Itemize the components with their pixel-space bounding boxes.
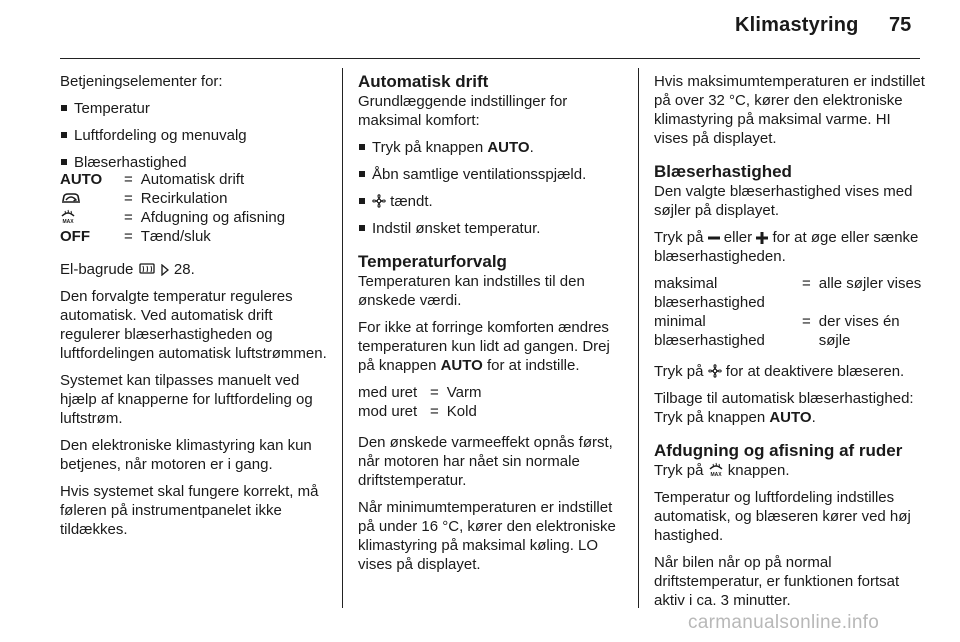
legend-row (60, 170, 285, 189)
cross-reference (60, 260, 332, 279)
equals: = (430, 384, 439, 401)
minus-icon (708, 232, 720, 244)
page-number: 75 (889, 14, 912, 36)
off-key: OFF (60, 228, 90, 245)
defrost-max-icon (60, 208, 116, 227)
temp-table (358, 383, 482, 421)
paragraph: Når minimumtemperaturen er indstillet på under 16 °C, kører den elektroniske klimastyring på maksimal køling. LO vises på displayet. (358, 499, 616, 573)
control-list (60, 99, 332, 172)
table-value: Varm (446, 384, 482, 401)
plus-icon (756, 232, 768, 244)
rear-defrost-icon (138, 262, 156, 276)
text: for at indstille. (482, 357, 580, 374)
legend-desc: Automatisk drift (140, 171, 245, 188)
equals: = (430, 403, 439, 420)
table-row (654, 274, 926, 312)
ref-label: El-bagrude (60, 261, 134, 278)
paragraph (358, 318, 626, 375)
paragraph: Hvis maksimumtemperaturen er indstillet på over 32 °C, kører den elektroniske klimastyring på maksimal varme. HI vises på displayet. (654, 73, 925, 147)
legend-desc: Tænd/sluk (140, 228, 211, 245)
table-value: der vises én søjle (818, 313, 900, 349)
temp-heading: Temperaturforvalg (358, 252, 507, 271)
text: knappen. (723, 462, 790, 479)
auto-key: AUTO (60, 171, 103, 188)
legend-desc: Afdugning og afisning (140, 209, 286, 226)
list-item (358, 192, 626, 211)
defrost-heading: Afdugning og afisning af ruder (654, 441, 903, 460)
text: Tryk på (654, 462, 708, 479)
paragraph: Den ønskede varmeeffekt opnås først, når motoren har nået sin normale driftstemperatur. (358, 434, 613, 489)
text: for at øge eller sænke blæserhastigheden. (654, 229, 919, 265)
paragraph: Systemet kan tilpasses manuelt ved hjælp af knapperne for luftfordeling og luftstrøm. (60, 372, 313, 427)
ref-page: 28. (173, 261, 195, 278)
paragraph: Hvis systemet skal fungere korrekt, må føleren på instrumentpanelet ikke tildækkes. (60, 483, 319, 538)
equals: = (124, 171, 133, 188)
text: Tryk på (654, 229, 708, 246)
button-legend (60, 170, 285, 246)
fan-icon (708, 364, 722, 378)
recirculation-icon (60, 189, 116, 208)
intro-text: Betjeningselementer for: (60, 73, 223, 90)
fan-table (654, 274, 926, 350)
paragraph: Temperatur og luftfordeling indstilles automatisk, og blæseren kører ved høj hastighed. (654, 489, 911, 544)
paragraph (654, 461, 926, 480)
equals: = (802, 275, 811, 292)
auto-key: AUTO (769, 409, 812, 426)
column-divider (638, 68, 639, 608)
list-item: Blæserhastighed (60, 153, 332, 172)
watermark: carmanualsonline.info (688, 612, 880, 633)
equals: = (124, 209, 133, 226)
list-item: Luftfordeling og menuvalg (60, 126, 332, 145)
table-value: Kold (446, 403, 477, 420)
equals: = (124, 228, 133, 245)
equals: = (802, 313, 811, 330)
column-2 (358, 72, 626, 582)
legend-desc: Recirkulation (140, 190, 228, 207)
table-label: med uret (358, 384, 418, 401)
column-divider (342, 68, 343, 608)
fan-icon (372, 194, 386, 208)
paragraph: Den valgte blæserhastighed vises med søjler på displayet. (654, 183, 913, 219)
page-title: Klimastyring (735, 14, 859, 36)
text: Tryk på knappen (372, 139, 488, 156)
column-3 (654, 72, 926, 618)
list-item: Indstil ønsket temperatur. (358, 219, 626, 238)
text: Tryk på (654, 363, 708, 380)
arrow-icon (160, 264, 170, 276)
legend-row (60, 227, 285, 246)
legend-row (60, 189, 285, 208)
text: . (529, 139, 534, 156)
column-1 (60, 72, 332, 547)
auto-heading: Automatisk drift (358, 72, 489, 91)
list-item: Temperatur (60, 99, 332, 118)
text: Tilbage til automatisk blæserhastighed: Tryk på knappen (654, 390, 914, 426)
auto-steps (358, 138, 626, 238)
table-value: alle søjler vises (818, 275, 922, 292)
paragraph (654, 228, 926, 266)
table-row (358, 402, 482, 421)
paragraph: Den elektroniske klimastyring kan kun betjenes, når motoren er i gang. (60, 437, 312, 473)
equals: = (124, 190, 133, 207)
table-row (358, 383, 482, 402)
legend-row (60, 208, 285, 227)
paragraph: Den forvalgte temperatur reguleres automatisk. Ved automatisk drift regulerer blæserhastigheden og luftfordelingen automatisk luftstrømmen. (60, 288, 327, 362)
svg-text:MAX: MAX (62, 219, 74, 224)
fan-heading: Blæserhastighed (654, 162, 792, 181)
auto-key: AUTO (487, 139, 530, 156)
text: eller (719, 229, 757, 246)
paragraph: Grundlæggende indstillinger for maksimal komfort: (358, 93, 568, 129)
table-label: minimal blæserhastighed (654, 313, 765, 349)
table-label: mod uret (358, 403, 418, 420)
header-divider (60, 58, 920, 59)
paragraph: Når bilen når op på normal driftstemperatur, er funktionen fortsat aktiv i ca. 3 minutter. (654, 554, 900, 609)
svg-text:MAX: MAX (710, 472, 722, 477)
paragraph (654, 362, 926, 381)
list-item: Åbn samtlige ventilationsspjæld. (358, 165, 626, 184)
text: . (811, 409, 816, 426)
text: for at deaktivere blæseren. (721, 363, 905, 380)
defrost-max-icon (708, 461, 724, 477)
table-row (654, 312, 926, 350)
text: For ikke at forringe komforten ændres temperaturen kun lidt ad gangen. Drej på knappen (358, 319, 610, 374)
text: tændt. (386, 193, 433, 210)
paragraph: Temperaturen kan indstilles til den ønskede værdi. (358, 273, 585, 309)
auto-key: AUTO (440, 357, 483, 374)
paragraph (654, 389, 926, 427)
list-item (358, 138, 626, 157)
table-label: maksimal blæserhastighed (654, 275, 765, 311)
